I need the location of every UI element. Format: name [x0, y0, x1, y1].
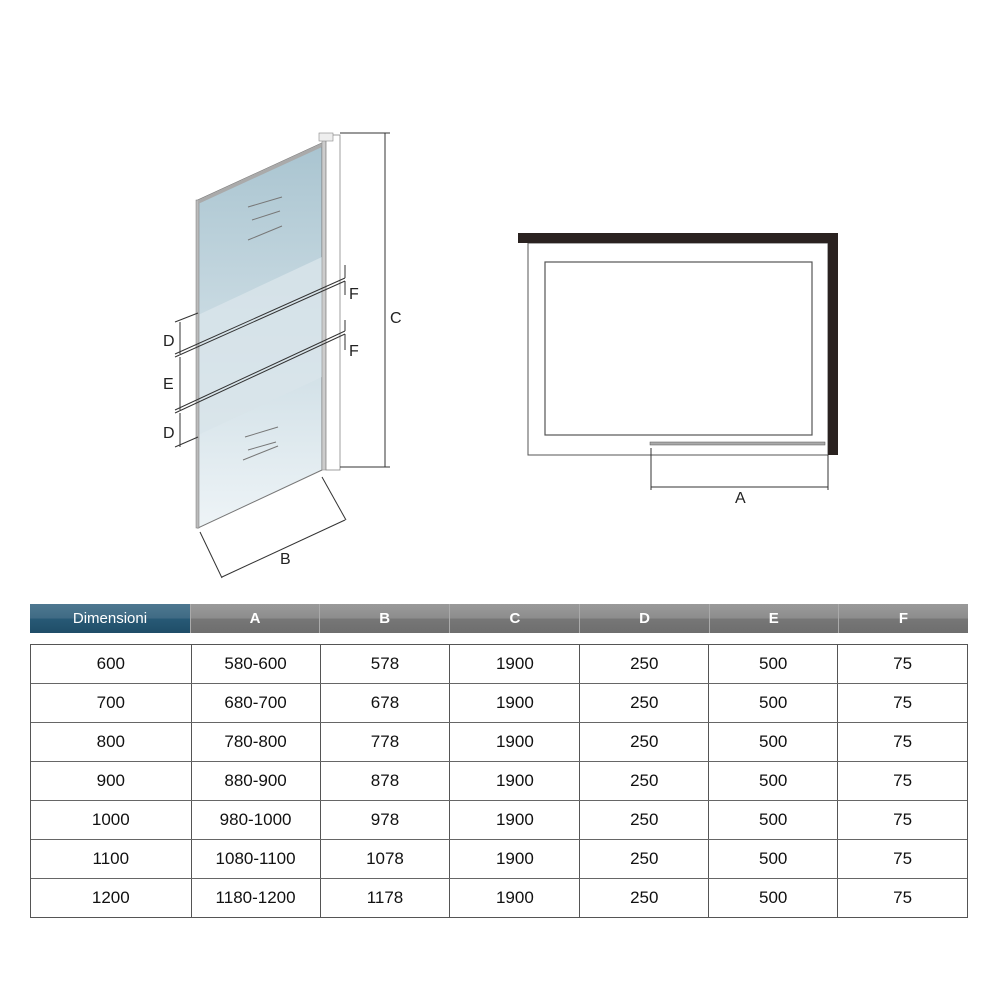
label-a: A [735, 490, 746, 507]
table-cell: 250 [580, 840, 709, 878]
table-cell: 778 [321, 723, 451, 761]
table-cell: 250 [580, 684, 709, 722]
table-body [30, 644, 968, 918]
table-cell: 75 [893, 771, 913, 790]
label-f-top: F [349, 286, 359, 303]
label-d-bottom: D [163, 425, 175, 442]
table-cell: 250 [580, 645, 709, 683]
table-cell: 578 [321, 645, 451, 683]
table-cell: 75 [893, 888, 913, 907]
table-cell: 500 [709, 762, 838, 800]
table-cell: 1900 [450, 645, 580, 683]
label-d-top: D [163, 333, 175, 350]
table-cell: 1900 [450, 840, 580, 878]
label-e: E [163, 376, 174, 393]
table-header [30, 604, 968, 633]
table-row [31, 762, 967, 801]
table-cell: 75 [893, 693, 913, 712]
table-cell: 1000 [31, 801, 192, 839]
table-cell: 878 [321, 762, 451, 800]
table-cell: 1078 [321, 840, 451, 878]
table-cell: 680-700 [192, 684, 321, 722]
table-cell: 900 [31, 762, 192, 800]
table-row [31, 684, 967, 723]
table-cell: 700 [31, 684, 192, 722]
table-cell: 1100 [31, 840, 192, 878]
column-header: D [580, 604, 709, 633]
column-header: E [710, 604, 839, 633]
table-cell: 75 [893, 654, 913, 673]
column-header: A [191, 604, 320, 633]
table-cell: 1900 [450, 723, 580, 761]
table-row [31, 801, 967, 840]
table-cell: 250 [580, 801, 709, 839]
column-header: C [450, 604, 580, 633]
table-cell: 500 [709, 801, 838, 839]
table-cell: 678 [321, 684, 451, 722]
table-cell: 880-900 [192, 762, 321, 800]
table-cell: 75 [893, 732, 913, 751]
table-cell: 500 [709, 879, 838, 917]
table-cell: 1200 [31, 879, 192, 917]
column-header: Dimensioni [30, 604, 191, 633]
table-cell: 500 [709, 840, 838, 878]
table-cell: 1178 [321, 879, 451, 917]
table-cell: 780-800 [192, 723, 321, 761]
dimensions-table [30, 604, 968, 918]
table-cell: 500 [709, 723, 838, 761]
top-view-plan [518, 233, 838, 507]
table-cell: 978 [321, 801, 451, 839]
table-cell: 75 [893, 810, 913, 829]
table-cell: 75 [893, 849, 913, 868]
table-cell: 580-600 [192, 645, 321, 683]
table-cell: 1180-1200 [192, 879, 321, 917]
table-row [31, 723, 967, 762]
label-f-bottom: F [349, 343, 359, 360]
table-cell: 1080-1100 [192, 840, 321, 878]
table-cell: 600 [31, 645, 192, 683]
glass-panel-3d [163, 133, 402, 578]
table-cell: 1900 [450, 762, 580, 800]
column-header: F [839, 604, 968, 633]
table-cell: 1900 [450, 879, 580, 917]
table-row [31, 879, 967, 917]
table-cell: 1900 [450, 684, 580, 722]
table-row [31, 645, 967, 684]
label-b: B [280, 551, 291, 568]
table-cell: 250 [580, 879, 709, 917]
table-cell: 1900 [450, 801, 580, 839]
table-cell: 500 [709, 684, 838, 722]
table-cell: 800 [31, 723, 192, 761]
label-c: C [390, 310, 402, 327]
table-cell: 250 [580, 723, 709, 761]
table-cell: 250 [580, 762, 709, 800]
table-cell: 500 [709, 645, 838, 683]
table-cell: 980-1000 [192, 801, 321, 839]
table-row [31, 840, 967, 879]
column-header: B [320, 604, 450, 633]
